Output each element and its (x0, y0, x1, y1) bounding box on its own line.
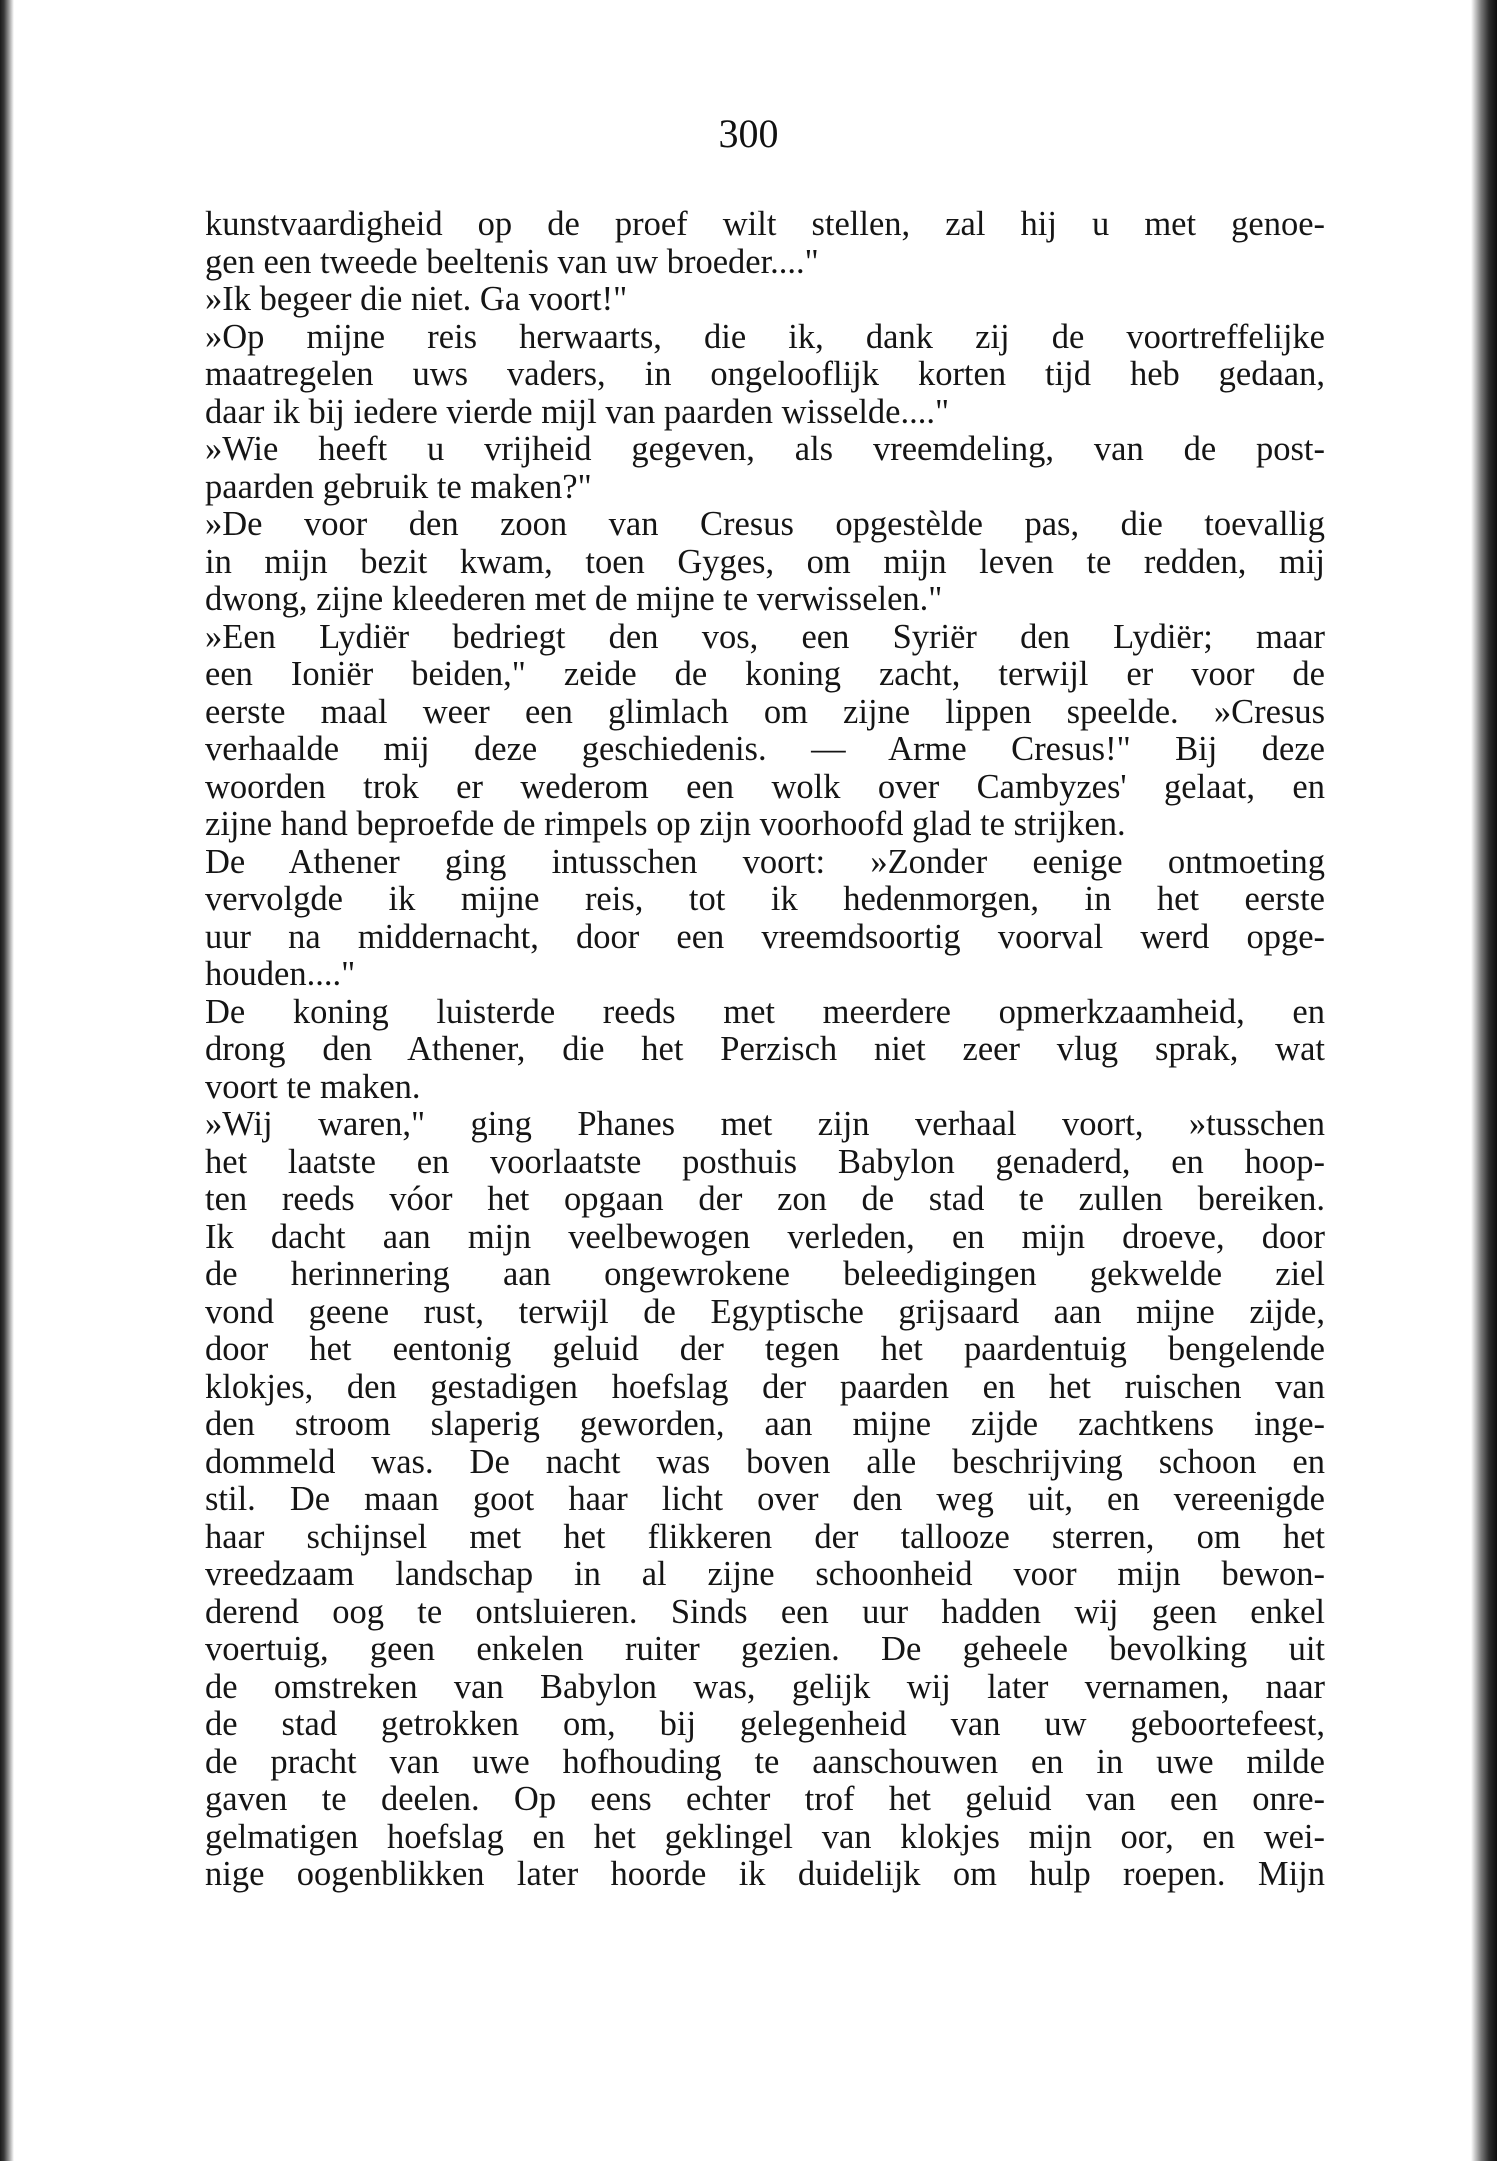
text-line: de omstreken van Babylon was, gelijk wij later vernamen, naar (205, 1667, 1325, 1706)
text-line: door het eentonig geluid der tegen het paardentuig bengelende (205, 1330, 1325, 1368)
text-line: in mijn bezit kwam, toen Gyges, om mijn leven te redden, mij (205, 542, 1325, 581)
text-line: gaven te deelen. Op eens echter trof het geluid van een onre- (205, 1780, 1325, 1818)
text-line: gen een tweede beeltenis van uw broeder...." (205, 242, 819, 281)
text-line: klokjes, den gestadigen hoefslag der paarden en het ruischen van (205, 1367, 1325, 1406)
text-line: vond geene rust, terwijl de Egyptische grijsaard aan mijne zijde, (205, 1292, 1325, 1331)
text-line: dommeld was. De nacht was boven alle beschrijving schoon en (205, 1442, 1325, 1481)
text-line: De Athener ging intusschen voort: »Zonder eenige ontmoeting (205, 842, 1325, 881)
text-line: »De voor den zoon van Cresus opgestèlde pas, die toevallig (205, 505, 1325, 543)
text-line: »Wie heeft u vrijheid gegeven, als vreemdeling, van de post- (205, 430, 1325, 468)
text-line: haar schijnsel met het flikkeren der tallooze sterren, om het (205, 1517, 1325, 1556)
text-line: »Op mijne reis herwaarts, die ik, dank zij de voortreffelijke (205, 317, 1325, 356)
text-line: voertuig, geen enkelen ruiter gezien. De geheele bevolking uit (205, 1630, 1325, 1668)
text-line: een Ioniër beiden," zeide de koning zacht, terwijl er voor de (205, 655, 1325, 693)
text-line: daar ik bij iedere vierde mijl van paarden wisselde...." (205, 392, 950, 431)
text-line: De koning luisterde reeds met meerdere opmerkzaamheid, en (205, 992, 1325, 1031)
text-line: de herinnering aan ongewrokene beleedigingen gekwelde ziel (205, 1255, 1325, 1293)
scan-edge-left (0, 0, 14, 2161)
text-line: derend oog te ontsluieren. Sinds een uur hadden wij geen enkel (205, 1592, 1325, 1631)
body-text (205, 206, 1325, 1894)
text-line: vervolgde ik mijne reis, tot ik hedenmorgen, in het eerste (205, 880, 1325, 918)
text-line: maatregelen uws vaders, in ongelooflijk korten tijd heb gedaan, (205, 355, 1325, 393)
text-line: woorden trok er wederom een wolk over Cambyzes' gelaat, en (205, 767, 1325, 806)
text-line: stil. De maan goot haar licht over den weg uit, en vereenigde (205, 1480, 1325, 1518)
text-line: verhaalde mij deze geschiedenis. — Arme Cresus!" Bij deze (205, 730, 1325, 768)
text-line: drong den Athener, die het Perzisch niet zeer vlug sprak, wat (205, 1030, 1325, 1068)
text-line: dwong, zijne kleederen met de mijne te verwisselen." (205, 580, 943, 618)
text-line: uur na middernacht, door een vreemdsoortig voorval werd opge- (205, 917, 1325, 956)
scan-edge-right (1471, 0, 1497, 2161)
text-line: »Ik begeer die niet. Ga voort!" (205, 280, 628, 318)
text-line: kunstvaardigheid op de proef wilt stellen, zal hij u met genoe- (205, 205, 1325, 243)
text-line: het laatste en voorlaatste posthuis Babylon genaderd, en hoop- (205, 1142, 1325, 1181)
text-line: zijne hand beproefde de rimpels op zijn voorhoofd glad te strijken. (205, 805, 1126, 843)
text-line: paarden gebruik te maken?" (205, 467, 592, 506)
text-line: houden...." (205, 955, 356, 993)
text-line: voort te maken. (205, 1067, 421, 1106)
page-number: 300 (718, 111, 779, 156)
text-line: Ik dacht aan mijn veelbewogen verleden, en mijn droeve, door (205, 1217, 1325, 1256)
text-line: gelmatigen hoefslag en het geklingel van klokjes mijn oor, en wei- (205, 1817, 1325, 1856)
text-line: eerste maal weer een glimlach om zijne lippen speelde. »Cresus (205, 692, 1325, 731)
text-line: vreedzaam landschap in al zijne schoonheid voor mijn bewon- (205, 1555, 1325, 1593)
text-line: nige oogenblikken later hoorde ik duidelijk om hulp roepen. Mijn (205, 1855, 1325, 1893)
text-line: de pracht van uwe hofhouding te aanschouwen en in uwe milde (205, 1742, 1325, 1781)
text-line: »Wij waren," ging Phanes met zijn verhaal voort, »tusschen (205, 1105, 1325, 1143)
text-line: den stroom slaperig geworden, aan mijne zijde zachtkens inge- (205, 1405, 1325, 1443)
text-line: ten reeds vóor het opgaan der zon de stad te zullen bereiken. (205, 1180, 1325, 1218)
text-line: de stad getrokken om, bij gelegenheid van uw geboortefeest, (205, 1705, 1325, 1743)
text-line: »Een Lydiër bedriegt den vos, een Syriër den Lydiër; maar (205, 617, 1325, 656)
